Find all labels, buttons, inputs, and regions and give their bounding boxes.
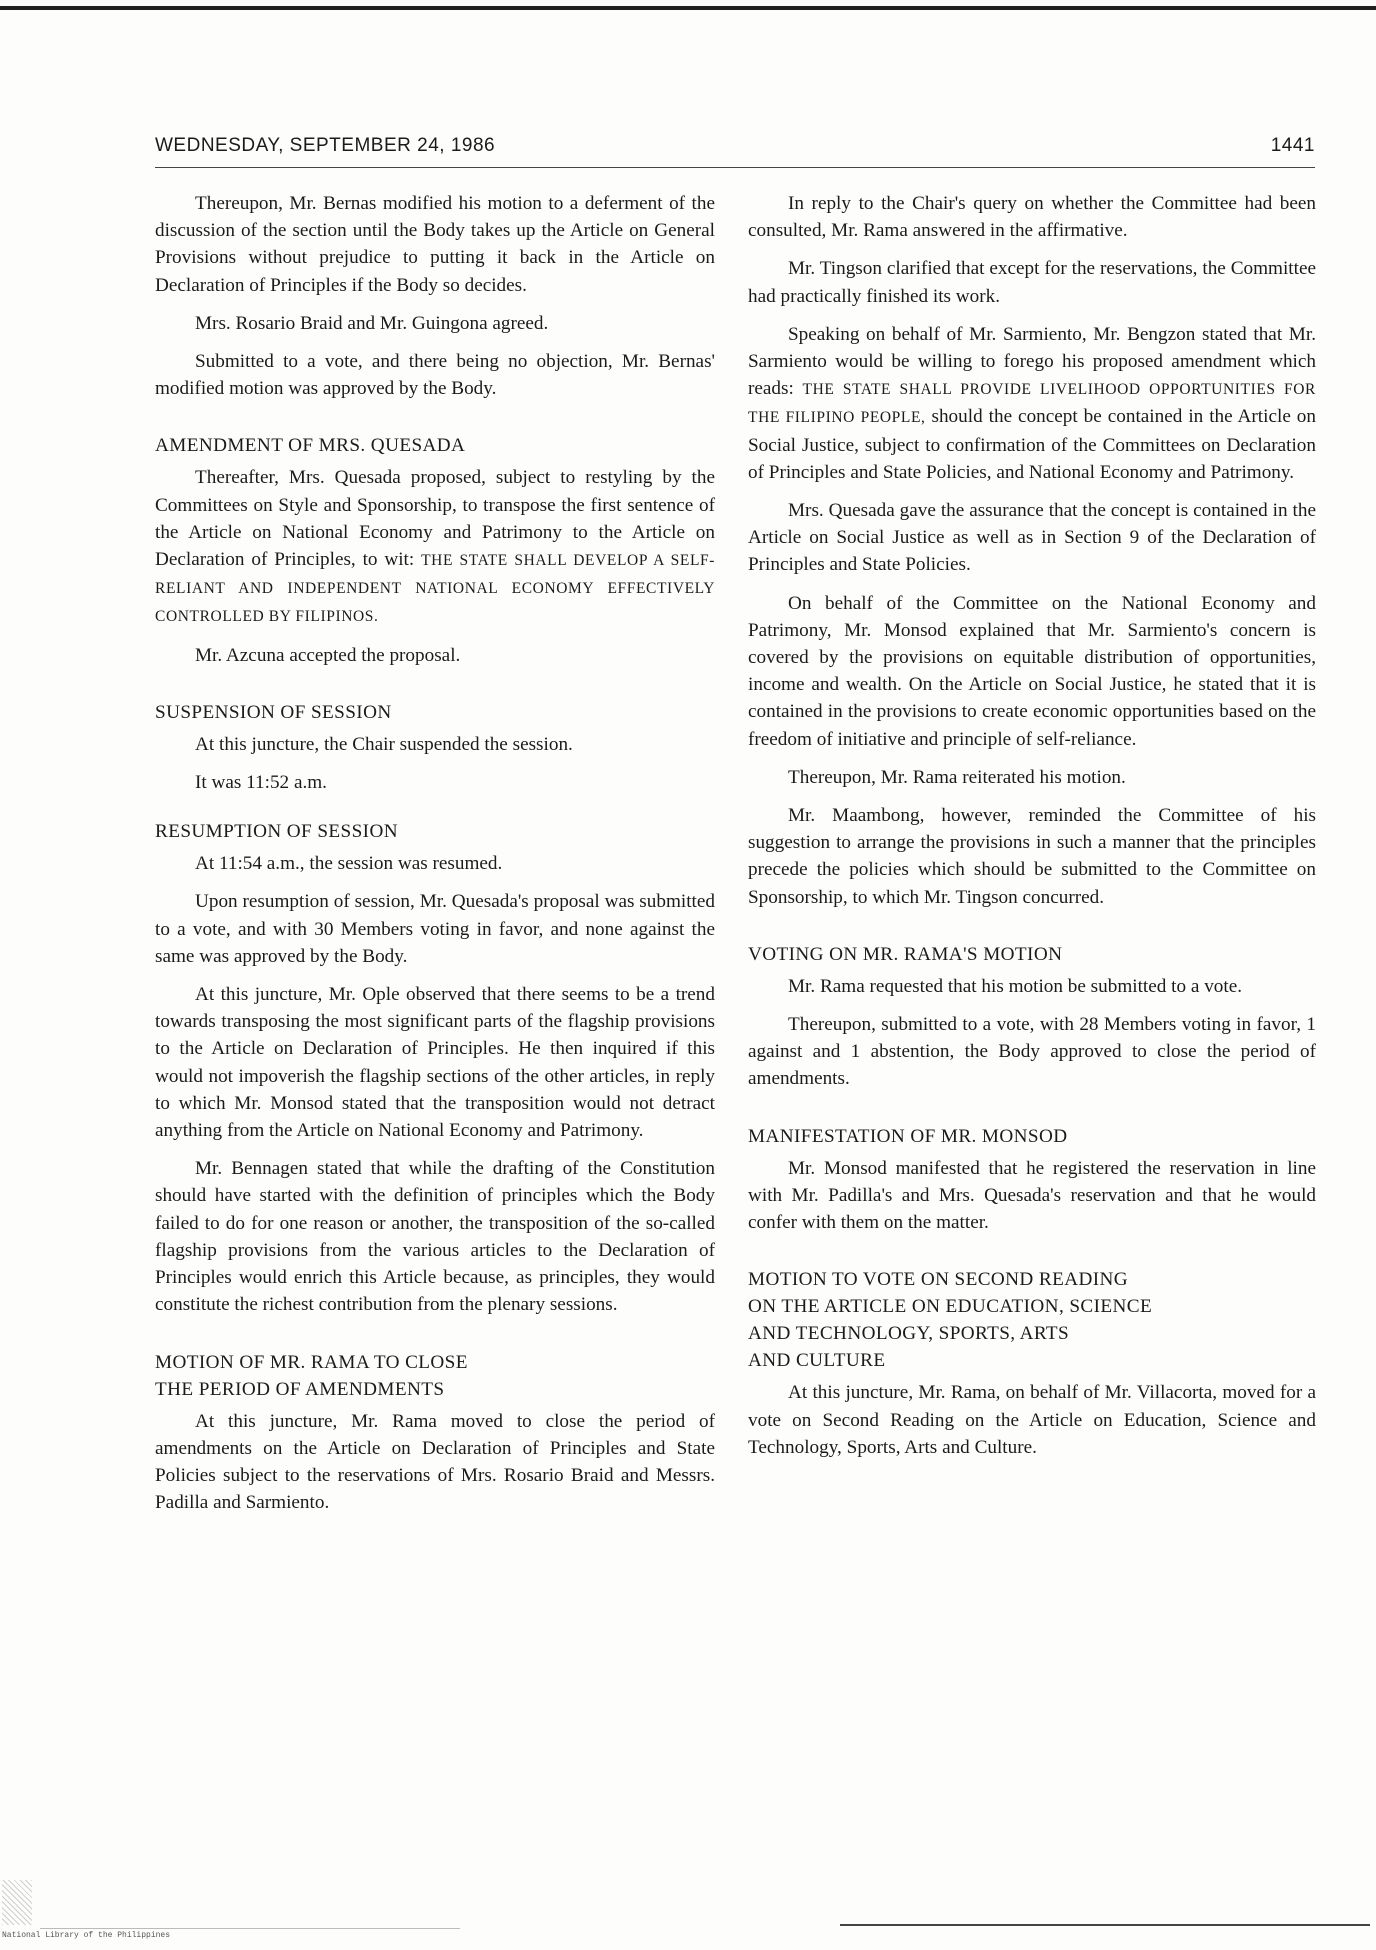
section-heading-motion-vote	[748, 1266, 1316, 1374]
paragraph: Thereupon, Mr. Bernas modified his motion to a deferment of the discussion of the section until the Body takes up the Article on General Provisions without prejudice to putting it back in the Article on Declaration of Principles if the Body so decides.	[155, 193, 715, 296]
paragraph: Mr. Azcuna accepted the proposal.	[195, 644, 461, 666]
paragraph: On behalf of the Committee on the National Economy and Patrimony, Mr. Monsod explained that Mr. Sarmiento's concern is covered by the provisions on equitable distribution of opportunities, income and wealth. On the Article on Social Justice, he stated that it is contained in the provisions to create economic opportunities based on the freedom of initiative and principle of self-reliance.	[748, 592, 1316, 750]
paragraph: Mr. Monsod manifested that he registered the reservation in line with Mr. Padilla's and Mrs. Quesada's reservation and that he would confer with them on the matter.	[748, 1157, 1316, 1234]
page-header	[155, 133, 1315, 168]
paragraph: Upon resumption of session, Mr. Quesada's proposal was submitted to a vote, and with 30 Members voting in favor, and none against the same was approved by the Body.	[155, 891, 715, 967]
section-heading-resumption: RESUMPTION OF SESSION	[155, 821, 398, 843]
section-heading-manifestation: MANIFESTATION OF MR. MONSOD	[748, 1125, 1068, 1147]
paragraph: At this juncture, the Chair suspended the session.	[195, 733, 573, 755]
heading-line: MOTION OF MR. RAMA TO CLOSE	[155, 1351, 468, 1373]
paragraph: Mr. Tingson clarified that except for the reservations, the Committee had practically finished its work.	[748, 258, 1316, 307]
right-column	[748, 190, 1316, 1472]
paragraph: Mr. Maambong, however, reminded the Committee of his suggestion to arrange the provisions in such a manner that the principles precede the policies which should be submitted to the Committee on Sponsorship, to which Mr. Tingson concurred.	[748, 805, 1316, 908]
bottom-rule-right	[840, 1924, 1370, 1926]
section-heading-quesada: AMENDMENT OF MRS. QUESADA	[155, 435, 466, 457]
paragraph	[748, 321, 1316, 486]
heading-line: THE PERIOD OF AMENDMENTS	[155, 1378, 445, 1400]
heading-line: AND TECHNOLOGY, SPORTS, ARTS	[748, 1323, 1070, 1345]
paragraph: Thereupon, submitted to a vote, with 28 Members voting in favor, 1 against and 1 abstention, the Body approved to close the period of amendments.	[748, 1014, 1316, 1090]
paragraph: Mr. Rama requested that his motion be submitted to a vote.	[788, 975, 1243, 997]
quoted-provision: THE STATE SHALL DEVELOP A SELF-RELIANT AND INDEPENDENT NATIONAL ECONOMY EFFECTIVELY CONTROLLED BY FILIPINOS.	[155, 552, 715, 626]
scan-footer-label: National Library of the Philippines	[2, 1931, 171, 1940]
heading-line: AND CULTURE	[748, 1350, 886, 1372]
paragraph: At this juncture, Mr. Rama moved to close the period of amendments on the Article on Declaration of Principles and State Policies subject to the reservations of Mrs. Rosario Braid and Messrs. Padilla and Sarmiento.	[155, 1410, 715, 1514]
heading-line: MOTION TO VOTE ON SECOND READING	[748, 1269, 1129, 1291]
paragraph: Mrs. Quesada gave the assurance that the concept is contained in the Article on Social Justice as well as in Section 9 of the Declaration of Principles and State Policies.	[748, 500, 1316, 576]
paragraph: At 11:54 a.m., the session was resumed.	[195, 853, 503, 875]
page-number: 1441	[1270, 135, 1315, 156]
header-date: WEDNESDAY, SEPTEMBER 24, 1986	[155, 135, 496, 156]
paragraph	[155, 464, 715, 630]
paragraph: Mrs. Rosario Braid and Mr. Guingona agreed.	[195, 312, 549, 334]
quoted-provision: THE STATE SHALL PROVIDE LIVELIHOOD OPPORTUNITIES FOR THE FILIPINO PEOPLE,	[748, 381, 1316, 427]
scan-artifact	[2, 1880, 32, 1925]
bottom-rule-left	[40, 1928, 460, 1929]
paragraph: It was 11:52 a.m.	[195, 772, 327, 794]
section-heading-motion-rama	[155, 1349, 715, 1403]
paragraph: Submitted to a vote, and there being no objection, Mr. Bernas' modified motion was approved by the Body.	[155, 351, 715, 400]
top-border-rule	[0, 6, 1376, 10]
section-heading-suspension: SUSPENSION OF SESSION	[155, 701, 392, 723]
paragraph-text: should the concept be contained in the Article on Social Justice, subject to confirmation of the Committees on Declaration of Principles and State Policies, and National Economy and Patrimony.	[748, 406, 1316, 483]
left-column	[155, 190, 715, 1527]
paragraph: Thereupon, Mr. Rama reiterated his motion.	[788, 766, 1126, 788]
paragraph: At this juncture, Mr. Ople observed that there seems to be a trend towards transposing the most significant parts of the flagship provisions to the Article on Declaration of Principles. He then inquired if this would not impoverish the flagship sections of the other articles, in reply to which Mr. Monsod stated that the transposition would not detract anything from the Article on National Economy and Patrimony.	[155, 984, 715, 1142]
paragraph-text: Speaking on behalf of Mr. Sarmiento, Mr. Bengzon stated that Mr. Sarmiento would be willing to forego his proposed amendment which reads:	[748, 323, 1316, 400]
section-heading-voting: VOTING ON MR. RAMA'S MOTION	[748, 943, 1063, 965]
paragraph: In reply to the Chair's query on whether the Committee had been consulted, Mr. Rama answered in the affirmative.	[748, 193, 1316, 242]
paragraph-text: Thereafter, Mrs. Quesada proposed, subject to restyling by the Committees on Style and Sponsorship, to transpose the first sentence of the Article on National Economy and Patrimony to the Article on Declaration of Principles, to wit:	[155, 467, 715, 571]
paragraph: At this juncture, Mr. Rama, on behalf of Mr. Villacorta, moved for a vote on Second Reading on the Article on Education, Science and Technology, Sports, Arts and Culture.	[748, 1382, 1316, 1458]
heading-line: ON THE ARTICLE ON EDUCATION, SCIENCE	[748, 1296, 1153, 1318]
paragraph: Mr. Bennagen stated that while the drafting of the Constitution should have started with the definition of principles which the Body failed to do for one reason or another, the transposition of the so-called flagship provisions from the various articles to the Declaration of Principles would enrich this Article because, as principles, they would constitute the richest contribution from the plenary sessions.	[155, 1158, 715, 1316]
